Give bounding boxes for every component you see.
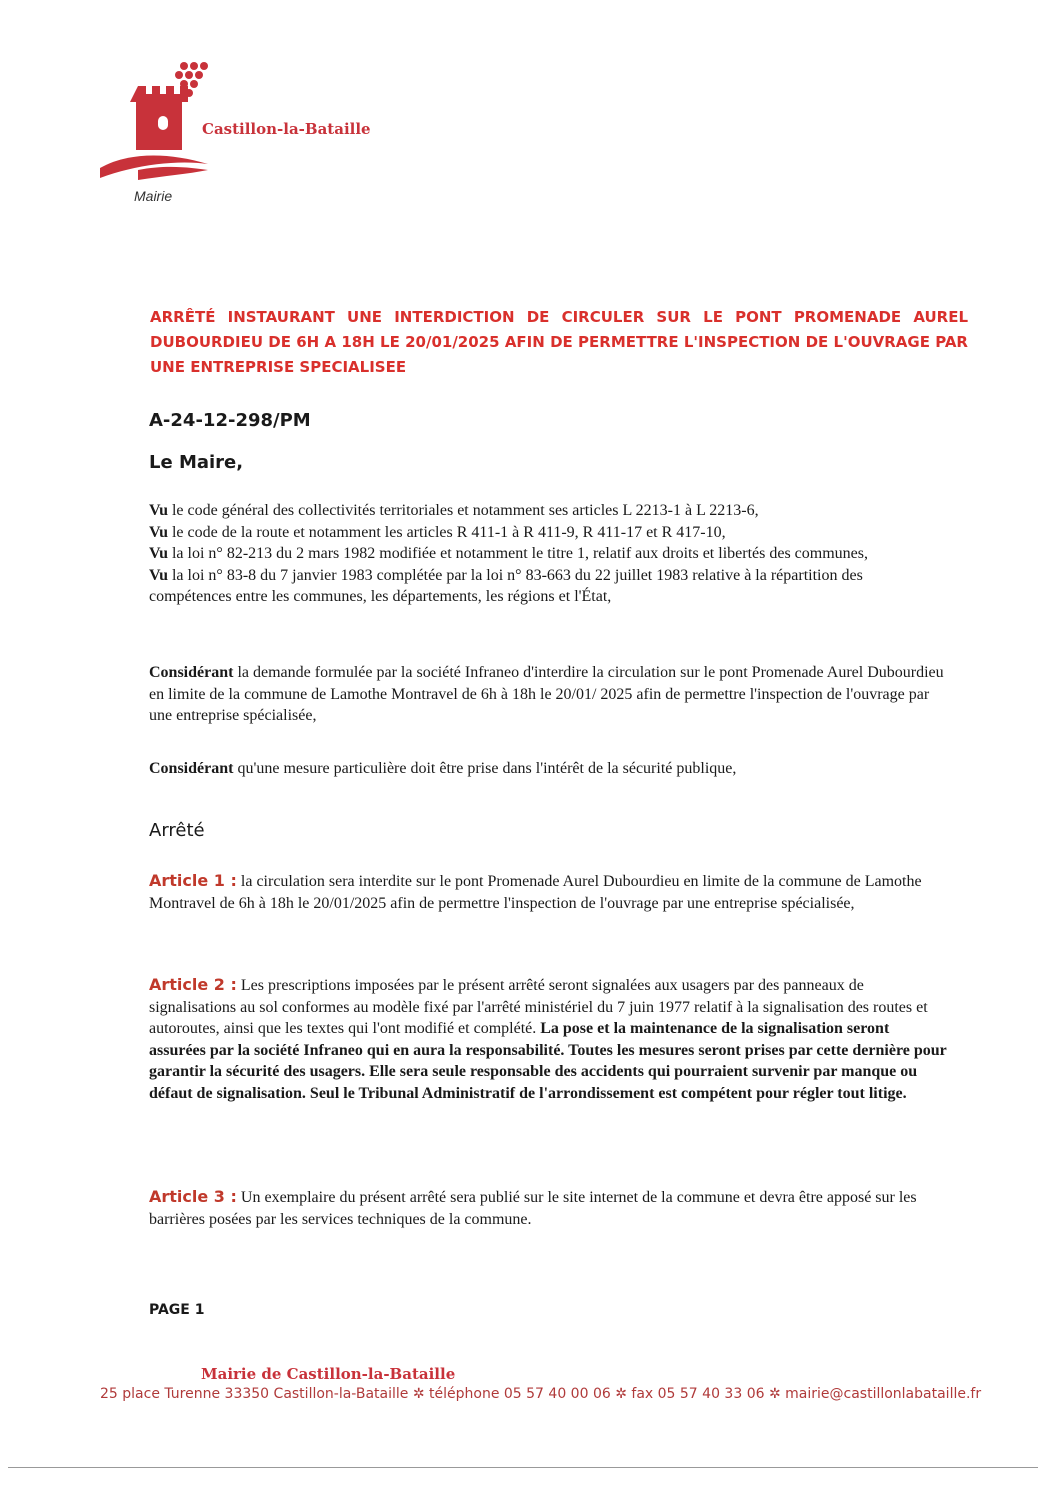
article-label: Article 2 : <box>149 975 237 994</box>
document-title: ARRÊTÉ INSTAURANT UNE INTERDICTION DE CIRCULER SUR LE PONT PROMENADE AUREL DUBOURDIEU DE 6H A 18H LE 20/01/2025 AFIN DE PERMETTRE L'INSPECTION DE L'OUVRAGE PAR UNE ENTREPRISE SPECIALISEE <box>150 308 968 376</box>
considerant-lead: Considérant <box>149 760 234 777</box>
vu-item <box>149 522 949 544</box>
considerant-lead: Considérant <box>149 664 234 681</box>
article-bold-text: La pose et la maintenance de la signalisation seront assurées par la société Infraneo qui en aura la responsabilité. Toutes les mesures seront prises par cette dernière pour garantir la sécurité des usagers. Elle sera seule responsable des accidents qui pourraient survenir par manque ou défaut de signalisation. Seul le Tribunal Administratif de l'arrondissement est compétent pour régler tout litige. <box>149 1020 947 1102</box>
vu-lead: Vu <box>149 545 168 563</box>
vus-list <box>149 500 949 608</box>
article-2 <box>149 974 949 1105</box>
vu-item <box>149 543 949 565</box>
vu-item <box>149 500 949 522</box>
article-text: la circulation sera interdite sur le pont Promenade Aurel Dubourdieu en limite de la commune de Lamothe Montravel de 6h à 18h le 20/01/2025 afin de permettre l'inspection de l'ouvrage par une entreprise spécialisée, <box>149 873 922 912</box>
considerant-2 <box>149 758 949 780</box>
vu-item <box>149 565 949 608</box>
considerant-1 <box>149 662 949 727</box>
castle-grapes-emblem-icon <box>98 60 208 190</box>
vu-text: le code général des collectivités territoriales et notamment ses articles L 2213-1 à L 2213-6, <box>167 502 759 519</box>
considerant-text: qu'une mesure particulière doit être prise dans l'intérêt de la sécurité publique, <box>233 760 737 777</box>
decision-heading: Arrêté <box>149 820 205 841</box>
vu-lead: Vu <box>149 566 168 584</box>
bottom-divider <box>8 1467 1038 1468</box>
vu-text: le code de la route et notamment les articles R 411-1 à R 411-9, R 411-17 et R 417-10, <box>167 523 726 541</box>
town-logo <box>98 60 418 210</box>
logo-town-name: Castillon-la-Bataille <box>202 120 371 138</box>
document-reference: A-24-12-298/PM <box>149 410 311 431</box>
footer-title: Mairie de Castillon-la-Bataille <box>201 1365 456 1383</box>
article-label: Article 3 : <box>149 1187 237 1206</box>
vu-lead: Vu <box>149 502 168 519</box>
footer-address: 25 place Turenne 33350 Castillon-la-Bataille ✲ téléphone 05 57 40 00 06 ✲ fax 05 57 40 33 06 ✲ mairie@castillonlabataille.fr <box>100 1386 982 1402</box>
considerant-text: la demande formulée par la société Infraneo d'interdire la circulation sur le pont Promenade Aurel Dubourdieu en limite de la commune de Lamothe Montravel de 6h à 18h le 20/01/ 2025 afin de permettre l'inspection de l'ouvrage par une entreprise spécialisée, <box>149 664 944 725</box>
logo-subtitle: Mairie <box>134 188 173 204</box>
page-number: PAGE 1 <box>149 1302 205 1318</box>
vu-text: la loi n° 82-213 du 2 mars 1982 modifiée et notamment le titre 1, relatif aux droits et libertés des communes, <box>167 545 868 563</box>
vu-lead: Vu <box>149 523 168 541</box>
article-text: Un exemplaire du présent arrêté sera publié sur le site internet de la commune et devra être apposé sur les barrières posées par les services techniques de la commune. <box>149 1189 917 1228</box>
article-label: Article 1 : <box>149 871 237 890</box>
article-text: Les prescriptions imposées par le présent arrêté seront signalées aux usagers par des panneaux de signalisations au sol conformes au modèle fixé par l'arrêté ministériel du 7 juin 1977 relatif à la signalisation des routes et autoroutes, ainsi que les textes qui l'ont modifié et complété. <box>149 977 928 1038</box>
article-3 <box>149 1186 949 1230</box>
article-1 <box>149 870 949 914</box>
authority-heading: Le Maire, <box>149 452 244 473</box>
vu-text: la loi n° 83-8 du 7 janvier 1983 complétée par la loi n° 83-663 du 22 juillet 1983 relative à la répartition des compétences entre les communes, les départements, les régions et l'État, <box>149 566 863 606</box>
